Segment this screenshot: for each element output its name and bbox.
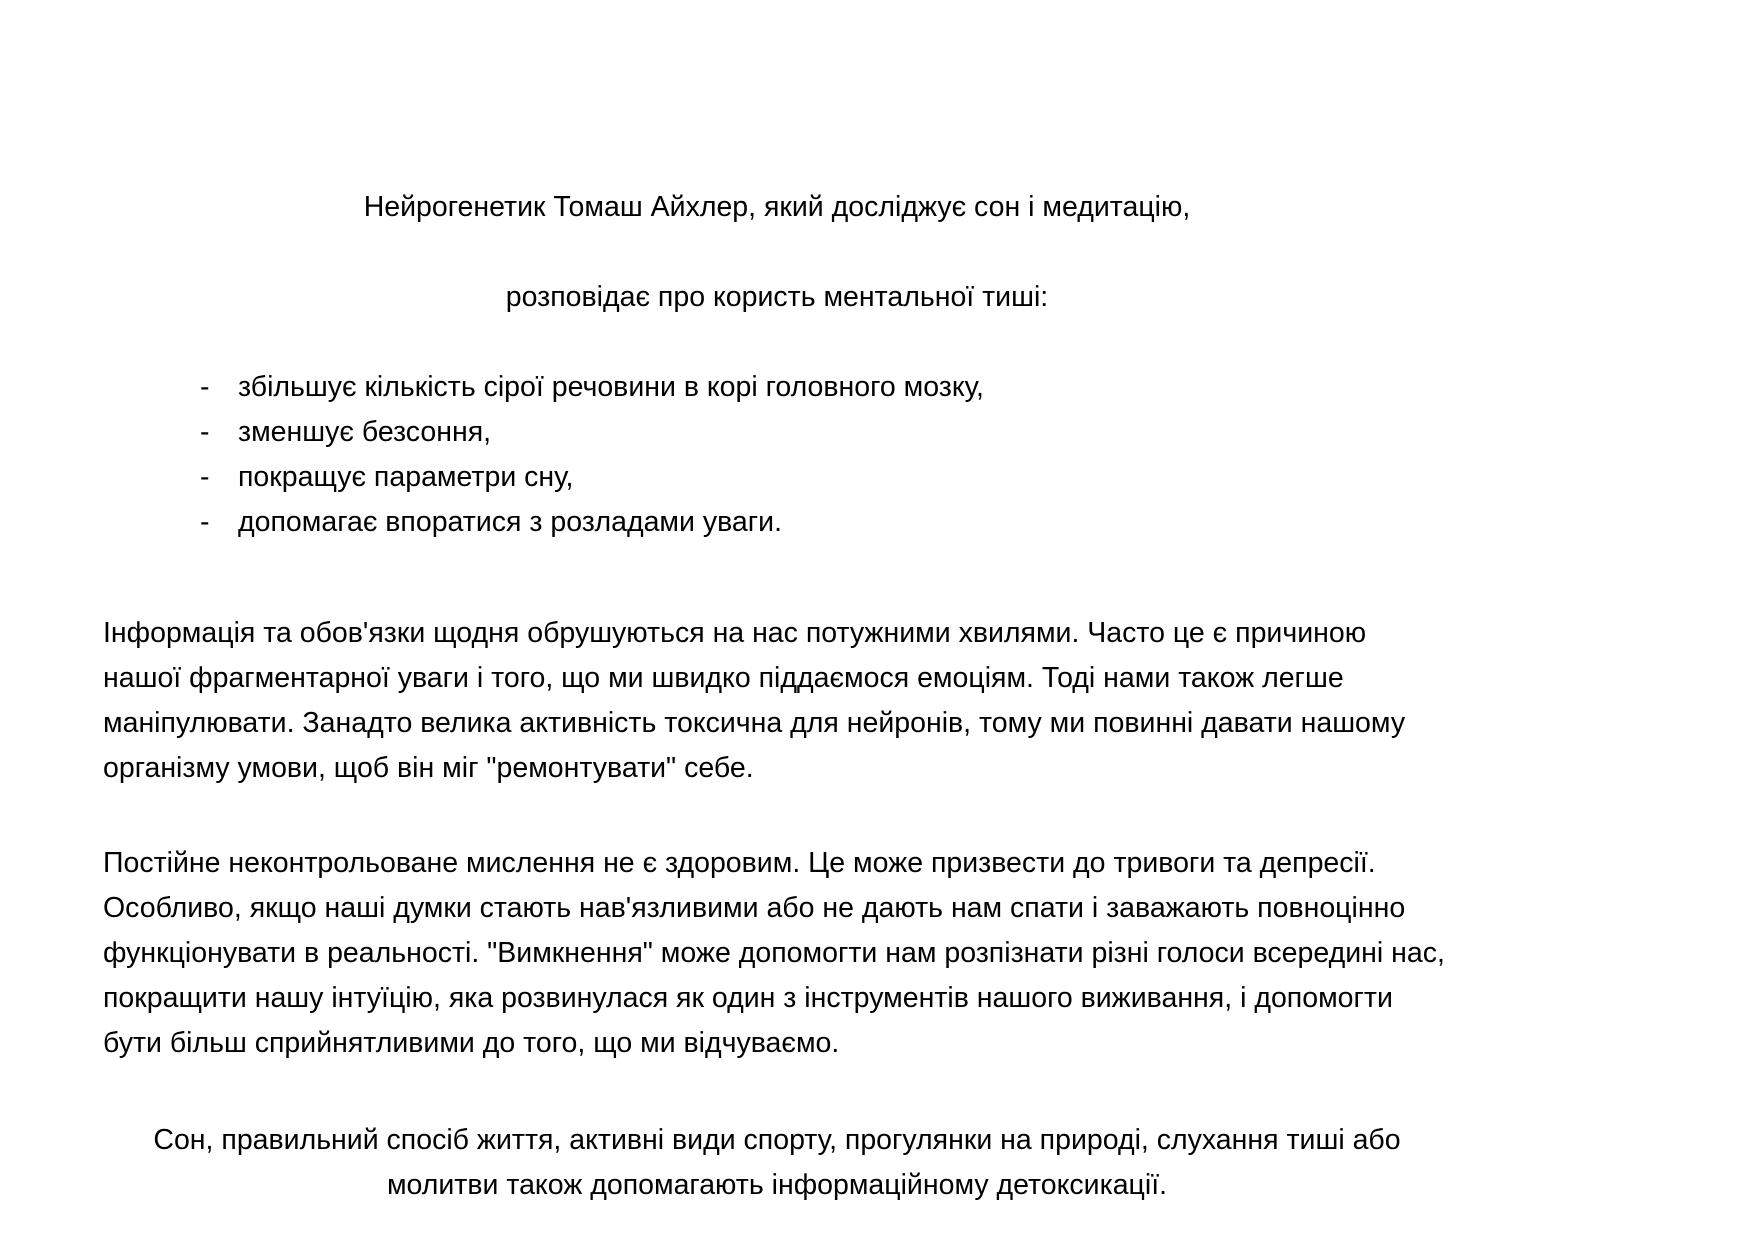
paragraph-uncontrolled-thinking: Постійне неконтрольоване мислення не є здоровим. Це може призвести до тривоги та депресії. Особливо, якщо наші думки стають нав'язливими або не дають нам спати і заважають повноцінно функціонувати в реальності. "Вимкнення" може допомогти нам розпізнати різні голоси всередині нас, покращити нашу інтуїцію, яка розвинулася як один з інструментів нашого виживання, і допомогти бути більш сприйнятливими до того, що ми відчуваємо. xyxy=(103,847,1445,1059)
list-item xyxy=(200,500,1451,545)
paragraph-information-waves: Інформація та обов'язки щодня обрушуються на нас потужними хвилями. Часто це є причиною нашої фрагментарної уваги і того, що ми швидко піддаємося емоціям. Тоді нами також легше маніпулювати. Занадто велика активність токсична для нейронів, тому ми повинні давати нашому організму умови, щоб він міг "ремонтувати" себе. xyxy=(103,617,1406,784)
bullet-dash-marker: - xyxy=(200,461,210,493)
list-item xyxy=(200,455,1451,500)
paragraph-closing: Сон, правильний спосіб життя, активні види спорту, прогулянки на природі, слухання тиші або молитви також допомагають інформаційному детоксикації. xyxy=(153,1124,1401,1201)
list-item xyxy=(200,410,1451,455)
list-item-text: покращує параметри сну, xyxy=(238,461,574,493)
list-item-text: збільшує кількість сірої речовини в корі головного мозку, xyxy=(238,371,984,403)
bullet-dash-marker: - xyxy=(200,371,210,403)
benefits-list xyxy=(103,365,1451,545)
title-line-1: Нейрогенетик Томаш Айхлер, який досліджує сон і медитацію, xyxy=(363,191,1191,223)
document-title xyxy=(103,140,1451,365)
list-item xyxy=(200,365,1451,410)
bullet-dash-marker: - xyxy=(200,506,210,538)
title-line-2: розповідає про користь ментальної тиші: xyxy=(505,281,1049,313)
bullet-dash-marker: - xyxy=(200,416,210,448)
list-item-text: зменшує безсоння, xyxy=(238,416,492,448)
list-item-text: допомагає впоратися з розладами уваги. xyxy=(238,506,783,538)
